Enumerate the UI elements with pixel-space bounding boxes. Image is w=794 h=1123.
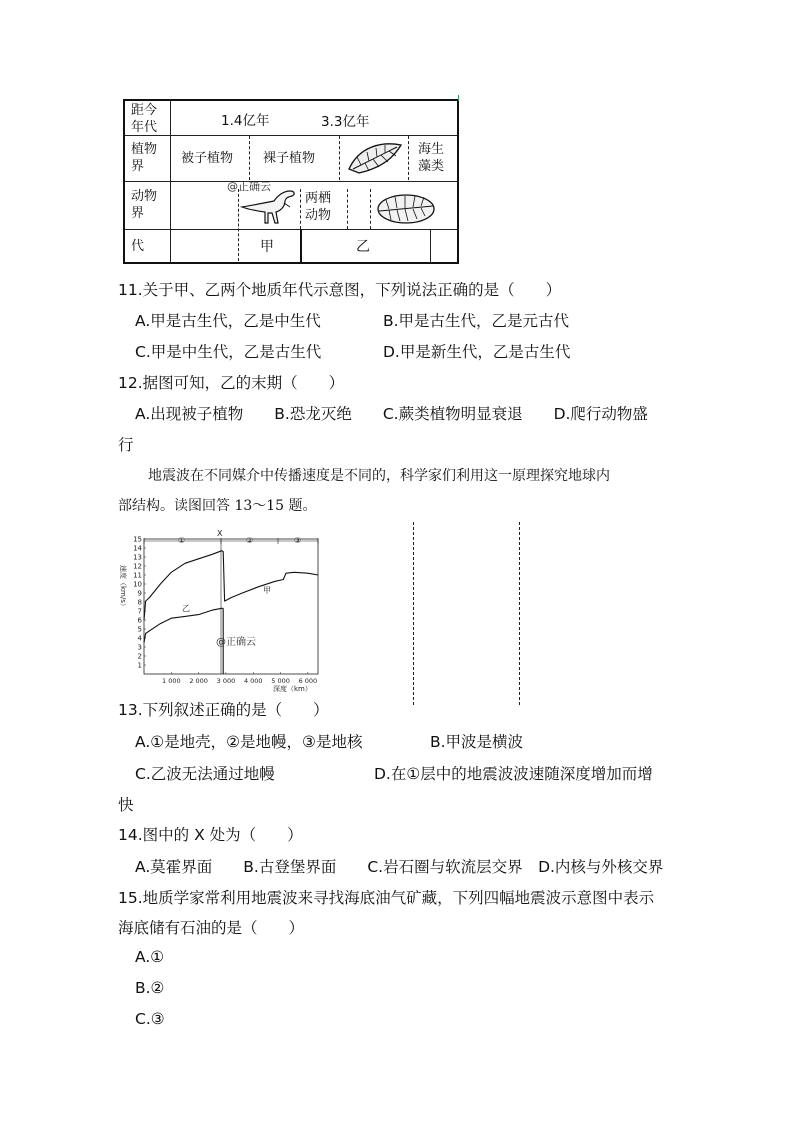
q11-stem: 11.关于甲、乙两个地质年代示意图，下列说法正确的是（ ）: [118, 281, 562, 299]
era-yi: 乙: [356, 239, 370, 255]
q11-option-b: B.甲是古生代，乙是元古代: [383, 312, 570, 330]
y-tick-label: 10: [133, 580, 142, 589]
q13-option-d-wrap: 快: [118, 796, 134, 814]
watermark-text: @正确云: [227, 180, 271, 193]
dashed-divider: [519, 522, 520, 705]
y-tick-label: 7: [137, 607, 142, 616]
chart-watermark: @正确云: [216, 637, 256, 648]
q13-option-b: B.甲波是横波: [430, 733, 524, 751]
plant-algae: 海生 藻类: [418, 142, 445, 174]
q15-stem-2: 海底储有石油的是（ ）: [118, 919, 305, 937]
q13-stem: 13.下列叙述正确的是（ ）: [118, 701, 329, 719]
x-tick-label: 1 000: [162, 677, 181, 685]
dinosaur-icon: [240, 185, 300, 227]
q12-stem: 12.据图可知，乙的末期（ ）: [118, 374, 345, 392]
age-label: 3.3亿年: [321, 114, 370, 130]
x-tick-label: 5 000: [271, 677, 290, 685]
series-label-yi: 乙: [182, 604, 190, 613]
y-tick-label: 11: [133, 571, 142, 580]
geologic-era-table: [123, 99, 459, 264]
animal-amphibian: 两栖 动物: [305, 191, 332, 223]
q13-option-a: A.①是地壳，②是地幔，③是地核: [135, 733, 363, 751]
y-tick-label: 1: [137, 661, 142, 670]
x-tick-label: 2 000: [189, 677, 208, 685]
q15-option-a: A.①: [135, 948, 165, 966]
y-tick-label: 3: [137, 643, 142, 652]
row-header-plants: 植物 界: [131, 142, 158, 174]
cursor-mark: [458, 95, 459, 101]
x-tick-label: 3 000: [216, 677, 236, 685]
row-header-era: 代: [131, 239, 145, 254]
y-tick-label: 13: [133, 553, 142, 562]
layer-2-label: ②: [246, 536, 254, 545]
q15-option-b: B.②: [135, 979, 165, 997]
layer-3-label: ③: [294, 536, 302, 545]
series-line-yi: [144, 608, 223, 642]
table-divider: [300, 189, 301, 229]
row-header-age: 距今 年代: [131, 103, 158, 135]
y-tick-label: 4: [137, 634, 142, 643]
y-tick-label: 2: [137, 652, 142, 661]
era-jia: 甲: [260, 239, 274, 255]
q14-options: A.莫霍界面 B.古登堡界面 C.岩石圈与软流层交界 D.内核与外核交界: [135, 858, 664, 876]
q12-options-wrap: 行: [118, 436, 134, 454]
leaf-fossil-icon: [375, 191, 437, 227]
plant-angiosperm: 被子植物: [181, 151, 234, 166]
q13-option-d: D.在①层中的地震波波速随深度增加而增: [374, 765, 653, 783]
table-divider: [249, 136, 250, 180]
table-divider: [408, 136, 409, 180]
q12-options: A.出现被子植物 B.恐龙灭绝 C.蕨类植物明显衰退 D.爬行动物盛: [135, 405, 648, 423]
table-rule: [125, 229, 457, 230]
y-tick-label: 14: [133, 544, 142, 553]
q11-option-d: D.甲是新生代，乙是古生代: [383, 343, 571, 361]
y-tick-label: 8: [137, 598, 142, 607]
age-label: 1.4亿年: [221, 113, 270, 129]
q15-option-c: C.③: [135, 1010, 165, 1028]
dashed-divider: [413, 522, 414, 705]
table-divider: [430, 229, 431, 262]
plot-frame: [144, 539, 318, 674]
y-tick-label: 12: [133, 562, 142, 571]
y-tick-label: 5: [137, 625, 142, 634]
plant-gymnosperm: 裸子植物: [263, 151, 316, 166]
x-axis-label: 深度（km）: [273, 685, 312, 693]
table-divider: [300, 229, 302, 262]
series-label-jia: 甲: [263, 586, 271, 595]
fern-icon: [345, 139, 405, 177]
row-header-animals: 动物 界: [131, 189, 158, 221]
table-rule: [170, 101, 171, 262]
passage-line-2: 部结构。读图回答 13～15 题。: [118, 498, 317, 514]
layer-1-label: ①: [178, 536, 186, 545]
table-divider: [238, 189, 239, 261]
boundary-x-label: X: [217, 529, 223, 538]
q11-option-c: C.甲是中生代，乙是古生代: [135, 343, 322, 361]
y-tick-label: 9: [137, 589, 142, 598]
q13-option-c: C.乙波无法通过地幔: [135, 765, 275, 783]
q14-stem: 14.图中的 X 处为（ ）: [118, 826, 303, 844]
series-line-jia: [144, 551, 318, 620]
seismic-wave-chart: [113, 525, 328, 697]
passage-line-1: 地震波在不同媒介中传播速度是不同的，科学家们利用这一原理探究地球内: [148, 468, 610, 484]
table-rule: [125, 181, 457, 182]
x-tick-label: 6 000: [298, 677, 318, 685]
table-divider: [347, 189, 348, 229]
y-tick-label: 15: [133, 535, 142, 544]
y-axis-label: 速度（km/s）: [119, 565, 127, 610]
q15-stem-1: 15.地质学家常利用地震波来寻找海底油气矿藏，下列四幅地震波示意图中表示: [118, 889, 655, 907]
y-tick-label: 6: [137, 616, 142, 625]
table-divider: [339, 136, 340, 180]
x-tick-label: 4 000: [243, 677, 263, 685]
q11-option-a: A.甲是古生代，乙是中生代: [135, 312, 321, 330]
table-divider: [370, 189, 371, 229]
